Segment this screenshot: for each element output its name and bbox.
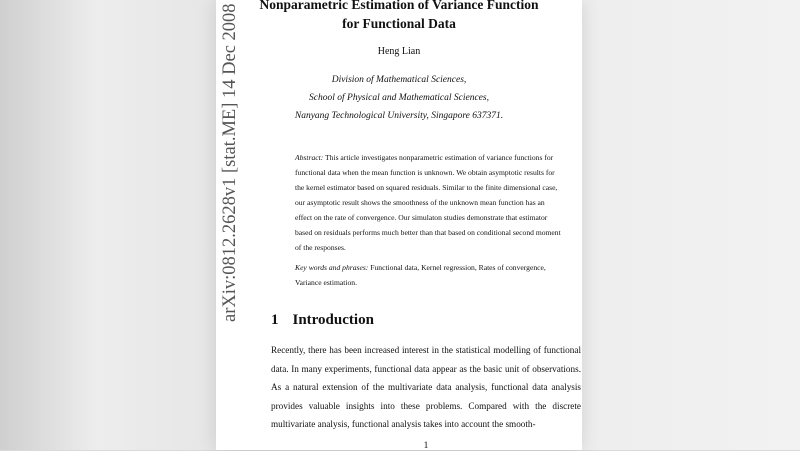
affiliation-line-1: Division of Mathematical Sciences, xyxy=(331,75,467,85)
section-title: Introduction xyxy=(292,312,374,328)
abstract-text: This article investigates nonparametric estimation of variance functions for functional data when the mean function is unknown. We obtain asymptotic results for the kernel estimator based on squared residuals. Similar to the finite dimensional case, our asymptotic result shows the smoothness of the unknown mean function has an effect on the rate of convergence. Our simulaton studies demonstrate that estimator based on residuals performs much better than that based on conditional second moment of the responses. xyxy=(295,153,561,252)
abstract-label: Abstract: xyxy=(295,153,324,162)
keywords xyxy=(295,260,561,290)
paper-title-line-1: Nonparametric Estimation of Variance Function xyxy=(259,0,539,12)
page-number: 1 xyxy=(423,441,429,451)
keywords-label: Key words and phrases: xyxy=(295,263,369,272)
section-number: 1 xyxy=(271,312,279,328)
abstract xyxy=(295,150,561,255)
keywords-text: Functional data, Kernel regression, Rates of convergence, Variance estimation. xyxy=(295,263,546,287)
author-name: Heng Lian xyxy=(377,46,421,57)
section-heading xyxy=(271,312,374,329)
arxiv-stamp: arXiv:0812.2628v1 [stat.ME] 14 Dec 2008 xyxy=(220,3,240,322)
affiliation-line-2: School of Physical and Mathematical Sciences, xyxy=(309,93,489,103)
intro-paragraph: Recently, there has been increased interest in the statistical modelling of functional data. In many experiments, functional data appear as the basic unit of observations. As a natural extension of the multivariate data analysis, functional data analysis provides valuable insights into these problems. Compared with the discrete multivariate analysis, functional analysis takes into account the smooth- xyxy=(271,345,581,429)
affiliation-line-3: Nanyang Technological University, Singapore 637371. xyxy=(294,111,504,121)
paper-title-line-2: for Functional Data xyxy=(342,16,456,31)
